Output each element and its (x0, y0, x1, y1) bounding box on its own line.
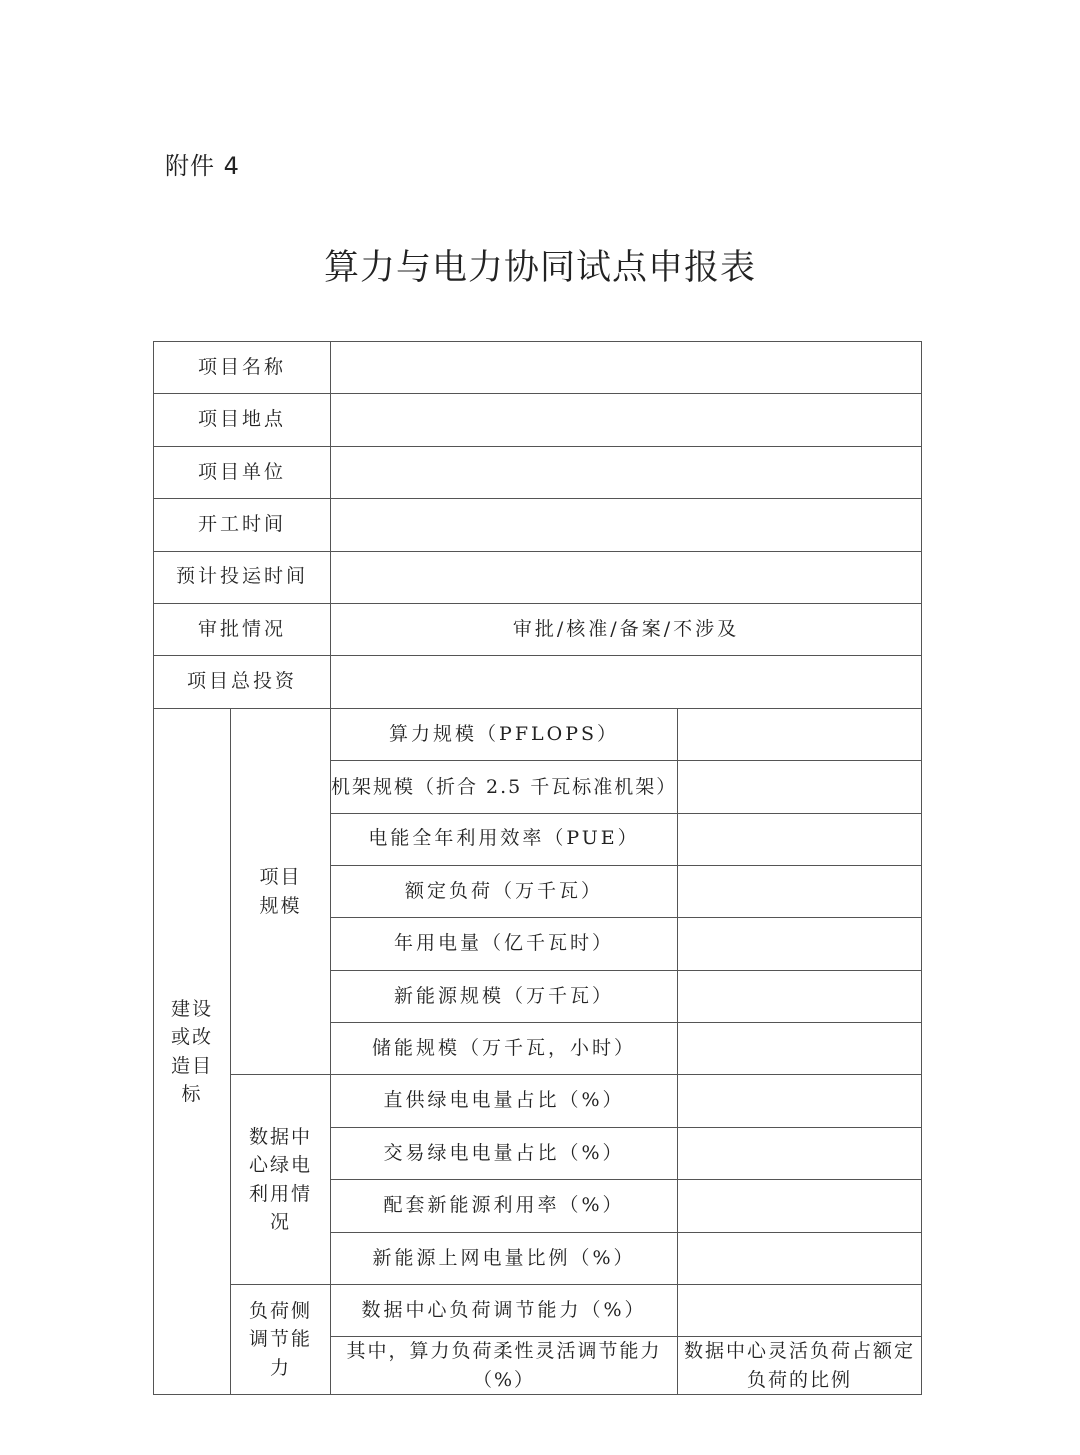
field-label: 项目地点 (154, 394, 331, 446)
table-row (154, 499, 922, 551)
rated-load-field[interactable] (678, 865, 922, 917)
load-regulation-field[interactable] (678, 1285, 922, 1337)
field-label: 项目总投资 (154, 656, 331, 708)
metric-label: 电能全年利用效率（PUE） (331, 813, 678, 865)
field-label: 项目单位 (154, 446, 331, 498)
metric-label: 新能源上网电量比例（%） (331, 1232, 678, 1284)
approval-status-field[interactable]: 审批/核准/备案/不涉及 (331, 603, 922, 655)
table-row (154, 1285, 922, 1337)
pue-field[interactable] (678, 813, 922, 865)
compute-scale-field[interactable] (678, 708, 922, 760)
metric-label: 直供绿电电量占比（%） (331, 1075, 678, 1127)
metric-label: 储能规模（万千瓦，小时） (331, 1023, 678, 1075)
storage-scale-field[interactable] (678, 1023, 922, 1075)
renewable-utilization-field[interactable] (678, 1180, 922, 1232)
total-investment-field[interactable] (331, 656, 922, 708)
metric-label: 交易绿电电量占比（%） (331, 1127, 678, 1179)
renewable-scale-field[interactable] (678, 970, 922, 1022)
targets-group-label: 建设或改造目标 (154, 708, 231, 1395)
table-row (154, 394, 922, 446)
table-row (154, 551, 922, 603)
metric-label: 数据中心负荷调节能力（%） (331, 1285, 678, 1337)
metric-label: 机架规模（折合 2.5 千瓦标准机架） (331, 761, 678, 813)
metric-label: 其中，算力负荷柔性灵活调节能力（%） (331, 1337, 678, 1395)
section-label-project-scale: 项目规模 (231, 708, 331, 1075)
table-row (154, 446, 922, 498)
table-row (154, 656, 922, 708)
table-row (154, 342, 922, 394)
table-row (154, 708, 922, 760)
traded-green-ratio-field[interactable] (678, 1127, 922, 1179)
project-name-field[interactable] (331, 342, 922, 394)
application-form-table (153, 341, 922, 1395)
attachment-label: 附件 4 (165, 152, 240, 180)
table-row (154, 603, 922, 655)
metric-label: 配套新能源利用率（%） (331, 1180, 678, 1232)
section-label-load-regulation: 负荷侧调节能力 (231, 1285, 331, 1395)
form-title: 算力与电力协同试点申报表 (323, 248, 756, 288)
grid-feed-ratio-field[interactable] (678, 1232, 922, 1284)
field-label: 审批情况 (154, 603, 331, 655)
field-label: 预计投运时间 (154, 551, 331, 603)
annual-consumption-field[interactable] (678, 918, 922, 970)
section-label-green-power: 数据中心绿电利用情况 (231, 1075, 331, 1285)
direct-green-ratio-field[interactable] (678, 1075, 922, 1127)
start-time-field[interactable] (331, 499, 922, 551)
project-location-field[interactable] (331, 394, 922, 446)
metric-label: 新能源规模（万千瓦） (331, 970, 678, 1022)
operation-time-field[interactable] (331, 551, 922, 603)
rack-scale-field[interactable] (678, 761, 922, 813)
table-row (154, 1075, 922, 1127)
flexible-load-ratio-field[interactable]: 数据中心灵活负荷占额定负荷的比例 (678, 1337, 922, 1395)
project-unit-field[interactable] (331, 446, 922, 498)
metric-label: 算力规模（PFLOPS） (331, 708, 678, 760)
field-label: 项目名称 (154, 342, 331, 394)
metric-label: 额定负荷（万千瓦） (331, 865, 678, 917)
metric-label: 年用电量（亿千瓦时） (331, 918, 678, 970)
field-label: 开工时间 (154, 499, 331, 551)
